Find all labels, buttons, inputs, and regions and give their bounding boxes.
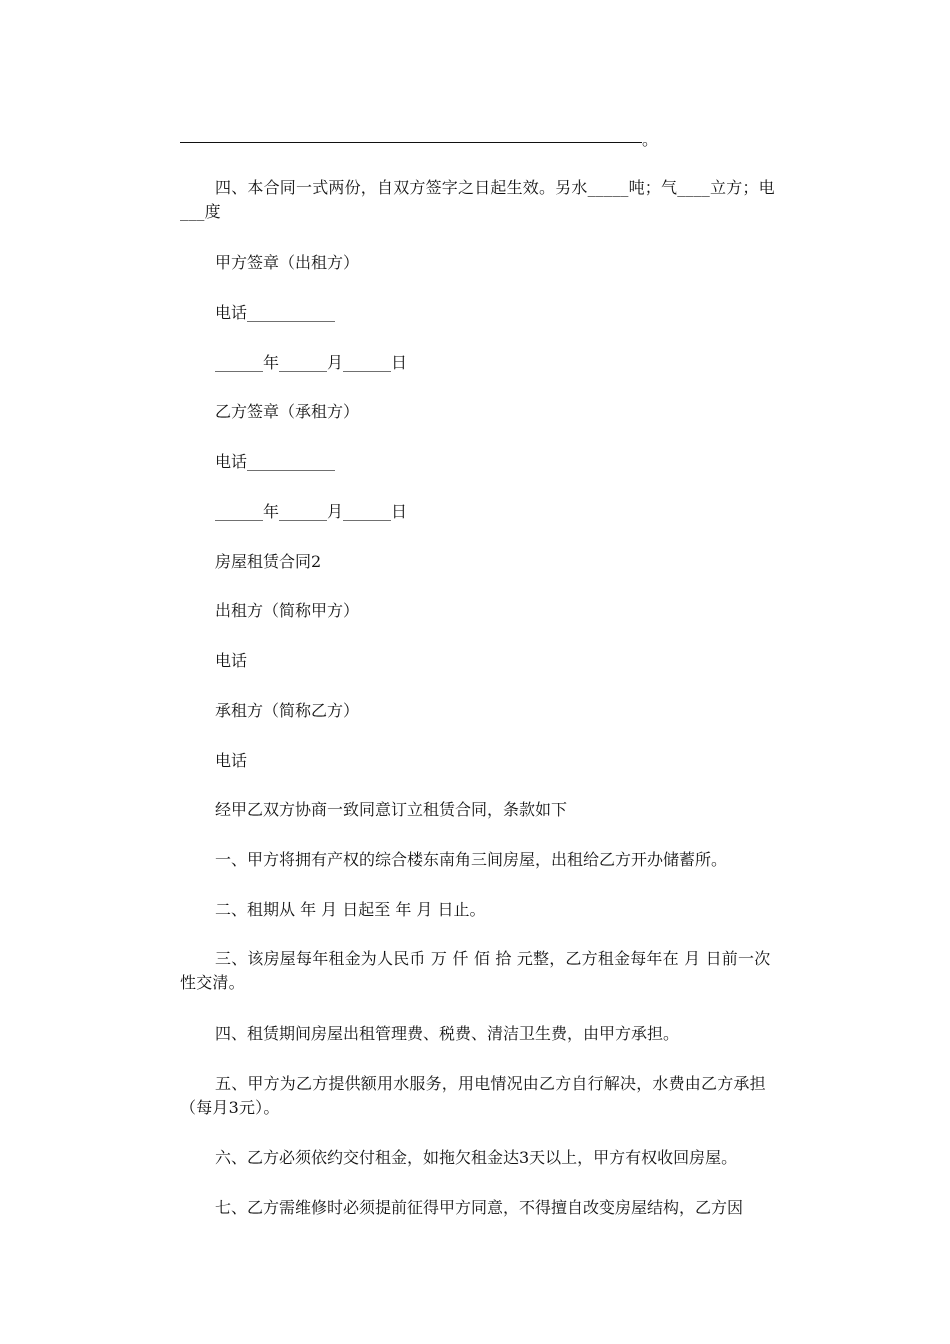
clause-1: 一、甲方将拥有产权的综合楼东南角三间房屋，出租给乙方开办储蓄所。	[215, 850, 728, 869]
clause-4: 四、租赁期间房屋出租管理费、税费、清洁卫生费，由甲方承担。	[215, 1024, 680, 1043]
clause-3: 三、该房屋每年租金为人民币 万 仟 佰 拾 元整，乙方租金每年在 月 日前一次性交清。	[180, 949, 771, 992]
lessee-heading: 承租方（简称乙方）	[215, 701, 360, 720]
clause-6: 六、乙方必须依约交付租金，如拖欠租金达3天以上，甲方有权收回房屋。	[215, 1148, 738, 1167]
clause-5: 五、甲方为乙方提供额用水服务，用电情况由乙方自行解决，水费由乙方承担（每月3元）。	[180, 1074, 766, 1117]
lessee-phone: 电话	[215, 751, 248, 770]
party-a-phone: 电话___________	[215, 303, 336, 322]
clause-2: 二、租期从 年 月 日起至 年 月 日止。	[215, 900, 486, 919]
clause-4-effect: 四、本合同一式两份，自双方签字之日起生效。另水_____吨；气____立方；电___度	[180, 178, 775, 221]
blank-underline	[180, 142, 642, 143]
lessor-heading: 出租方（简称甲方）	[215, 601, 360, 620]
party-b-phone: 电话___________	[215, 452, 336, 471]
contract-2-title: 房屋租赁合同2	[215, 552, 322, 571]
clause-7-partial: 七、乙方需维修时必须提前征得甲方同意，不得擅自改变房屋结构，乙方因	[215, 1198, 744, 1217]
lessor-phone: 电话	[215, 651, 248, 670]
party-a-date: ______年______月______日	[215, 353, 408, 372]
blank-end-mark: 。	[642, 130, 659, 149]
party-a-signature: 甲方签章（出租方）	[215, 253, 360, 272]
party-b-date: ______年______月______日	[215, 502, 408, 521]
party-b-signature: 乙方签章（承租方）	[215, 402, 360, 421]
agreement-intro: 经甲乙双方协商一致同意订立租赁合同，条款如下	[215, 800, 568, 819]
